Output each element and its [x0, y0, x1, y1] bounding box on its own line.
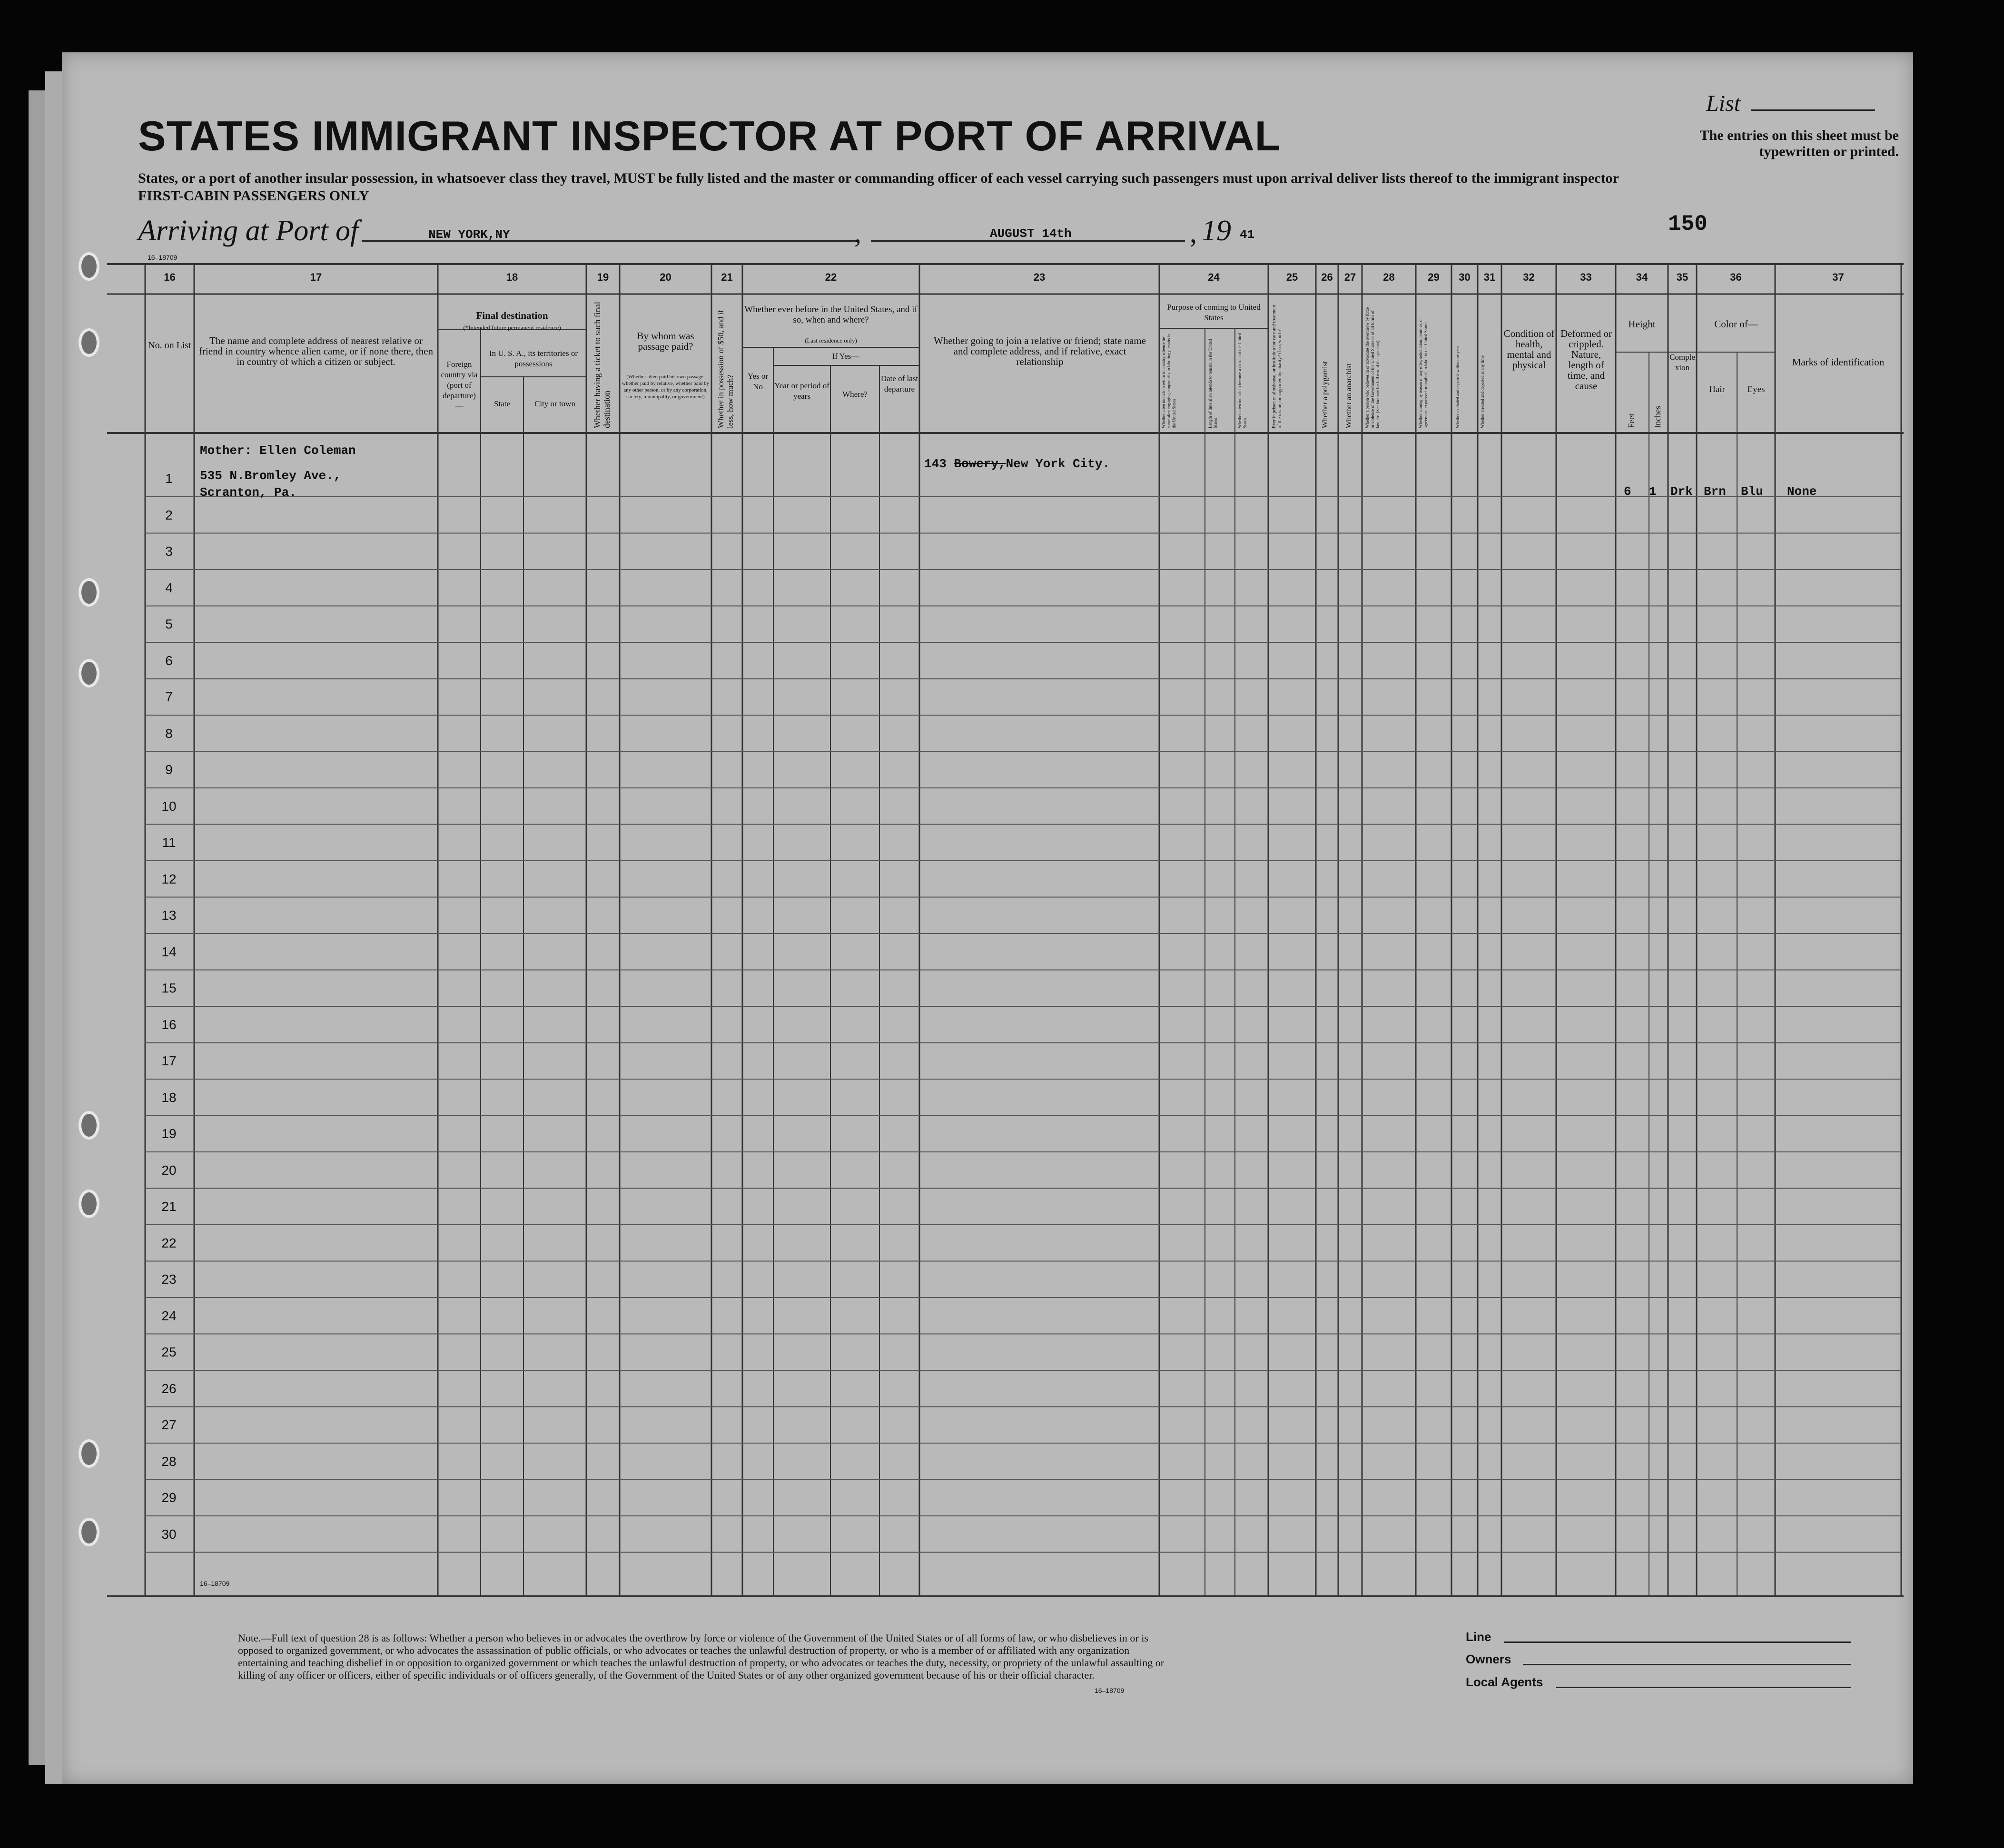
- header-no-on-list: No. on List: [148, 340, 191, 351]
- column-number-28: 28: [1383, 271, 1395, 283]
- row-number: 24: [161, 1308, 177, 1323]
- form-code-footnote: 16–18709: [1095, 1687, 1125, 1694]
- row-number: 27: [161, 1417, 177, 1432]
- header-deformed: Deformed or crippled. Nature, length of time, and cause: [1560, 328, 1612, 392]
- row-number: 14: [161, 944, 177, 959]
- form-code-bottom: 16–18709: [200, 1580, 230, 1587]
- header-year-period: Year or period of years: [774, 381, 829, 401]
- column-number-33: 33: [1580, 271, 1592, 283]
- header-inches: Inches: [1653, 406, 1662, 428]
- entry-joining-struck: Bowery,: [954, 457, 1006, 471]
- column-number-31: 31: [1483, 271, 1496, 283]
- separator-comma: ,: [1190, 217, 1197, 248]
- local-agents-label: Local Agents: [1466, 1675, 1543, 1689]
- line-field: [1504, 1642, 1851, 1643]
- passenger-class: FIRST-CABIN PASSENGERS ONLY: [138, 188, 369, 204]
- separator-comma: ,: [854, 217, 861, 248]
- arriving-label: Arriving at Port of: [138, 215, 359, 247]
- row-number: 16: [161, 1017, 177, 1032]
- row-number: 25: [161, 1345, 177, 1359]
- form-instructions: States, or a port of another insular possession, in whatsoever class they travel, MUST be fully listed and the master or commanding officer of each vessel carrying such passengers must upon arrival deliver lists thereof to the immigrant inspector: [138, 170, 1619, 186]
- row-number: 28: [161, 1454, 177, 1469]
- row-number: 9: [165, 762, 173, 777]
- local-agents-field: [1556, 1687, 1851, 1688]
- header-nearest-relative: The name and complete address of nearest relative or friend in country whence alien came, or if none there, then in country of which a citizen or subject.: [198, 335, 434, 367]
- column-number-20: 20: [660, 271, 671, 283]
- header-date-last-departure: Date of last departure: [880, 374, 918, 393]
- row-number: 8: [165, 726, 173, 741]
- line-label: Line: [1466, 1630, 1491, 1644]
- header-purpose-citizen: Whether alien intends to become a citizen of the United States: [1237, 333, 1247, 428]
- year-prefix: 19: [1202, 215, 1231, 247]
- column-number-24: 24: [1208, 271, 1220, 283]
- header-city-or-town: City or town: [534, 399, 575, 408]
- header-purpose: Purpose of coming to United States: [1167, 303, 1261, 322]
- column-number-16: 16: [164, 271, 176, 283]
- column-number-19: 19: [597, 271, 609, 283]
- column-number-35: 35: [1676, 271, 1688, 283]
- header-going-to-join: Whether going to join a relative or friend; state name and complete address, and if relative, exact relationship: [933, 335, 1146, 367]
- column-number-23: 23: [1033, 271, 1046, 283]
- footnote-question-28: Note.—Full text of question 28 is as follows: Whether a person who believes in or advocates the overthrow by force or violence of the Government of the United States or of all forms of law, or who disbelieves in or is opposed to organized government, or who advocates the assassination of public officials, or who advocates or teaches the unlawful destruction of property, or who is a member of or affiliated with any organization entertaining and teaching disbelief in or opposition to organized government or which teaches the unlawful destruction of property, or who advocates or teaches the duty, necessity, or propriety of the unlawful assaulting or killing of any officer or officers, either of specific individuals or of officers generally, of the Government of the United States or of any other organized government because of his or their official character.: [238, 1632, 1165, 1681]
- column-number-36: 36: [1730, 271, 1742, 283]
- entry-eyes: Blu: [1741, 484, 1763, 499]
- header-health: Condition of health, mental and physical: [1503, 328, 1555, 371]
- row-number: 3: [165, 544, 173, 559]
- row-number: 22: [161, 1235, 177, 1250]
- form-code-top: 16–18709: [148, 254, 178, 261]
- entry-relative-address: 535 N.Bromley Ave.,: [200, 469, 341, 483]
- header-foreign-country: Foreign country via (port of departure)—: [441, 360, 478, 411]
- entry-relative-city: Scranton, Pa.: [200, 485, 296, 500]
- owners-label: Owners: [1466, 1652, 1511, 1666]
- form-title: STATES IMMIGRANT INSPECTOR AT PORT OF ARRIVAL: [138, 112, 1281, 159]
- entry-relative-name: Mother: Ellen Coleman: [200, 443, 356, 458]
- header-passage-paid-note: (Whether alien paid his own passage, whether paid by relative, whether paid by any other person, or by any corporation, society, municipality, or government): [622, 374, 709, 400]
- column-number-29: 29: [1428, 271, 1440, 283]
- header-labor-offer: Whether coming by reason of any offer, solicitation, promise, or agreement, expressed or implied, to labor in the United States: [1418, 318, 1428, 428]
- row-number: 20: [161, 1162, 177, 1178]
- column-number-27: 27: [1344, 271, 1356, 283]
- header-excluded: Whether excluded and deported within one year: [1455, 346, 1460, 428]
- entry-height-inches: 1: [1649, 484, 1657, 499]
- header-passage-paid: By whom was passage paid?: [637, 330, 694, 352]
- typed-entries-note: The entries on this sheet must be typewritten or printed.: [1699, 128, 1899, 159]
- header-feet: Feet: [1627, 413, 1636, 428]
- header-ever-before: Whether ever before in the United States, and if so, when and where?: [744, 305, 918, 325]
- list-label: List: [1706, 91, 1741, 116]
- header-in-usa: In U. S. A., its territories or possessions: [489, 349, 578, 368]
- entry-marks: None: [1787, 484, 1817, 499]
- header-ticket: Whether having a ticket to such final destination: [592, 302, 612, 428]
- owners-field: [1523, 1664, 1851, 1665]
- row-number: 4: [165, 580, 173, 595]
- entry-complexion: Drk: [1670, 484, 1693, 499]
- column-number-21: 21: [721, 271, 733, 283]
- header-arrested: Whether arrested and deported at any time: [1480, 355, 1485, 428]
- column-number-34: 34: [1636, 271, 1648, 283]
- entry-height-feet: 6: [1624, 484, 1631, 499]
- row-number: 30: [161, 1526, 177, 1542]
- header-question-28: Whether a person who believes in or advocates the overthrow by force or violence of the Government of the United States or of all forms of law, etc. (See footnote for full text of this question): [1365, 307, 1380, 428]
- row-number: 23: [161, 1272, 177, 1287]
- header-if-yes: If Yes—: [832, 352, 859, 361]
- column-number-25: 25: [1286, 271, 1298, 283]
- header-eyes: Eyes: [1747, 384, 1765, 394]
- sheet-number: 150: [1668, 212, 1708, 236]
- column-number-30: 30: [1459, 271, 1471, 283]
- entry-joining-city: New York City.: [1006, 457, 1110, 471]
- port-value: NEW YORK,NY: [428, 227, 510, 242]
- row-number: 1: [165, 471, 173, 486]
- header-marks: Marks of identification: [1792, 356, 1885, 368]
- column-number-26: 26: [1321, 271, 1333, 283]
- header-prison: Ever in prison or almshouse, or institution for care and treatment of the insane, or supported by charity? If so, which?: [1272, 305, 1283, 428]
- header-complexion: Complexion: [1669, 353, 1695, 372]
- row-number: 2: [165, 507, 173, 522]
- column-number-17: 17: [310, 271, 322, 283]
- year-suffix: 41: [1240, 227, 1255, 242]
- row-number: 6: [165, 653, 173, 668]
- entry-joining-number: 143: [924, 457, 947, 471]
- row-number: 5: [165, 617, 173, 631]
- header-yes-or-no: Yes or No: [747, 372, 769, 391]
- header-purpose-return: Whether alien intends to return to country whence he came after engaging temporarily in laboring pursuits in the United States: [1161, 334, 1176, 428]
- header-height: Height: [1628, 318, 1656, 330]
- row-number: 18: [161, 1090, 177, 1105]
- header-hair: Hair: [1709, 384, 1725, 394]
- column-number-32: 32: [1523, 271, 1535, 283]
- header-final-destination-note: (*Intended future permanent residence): [463, 324, 561, 331]
- header-polygamist: Whether a polygamist: [1321, 361, 1329, 428]
- column-number-18: 18: [506, 271, 518, 283]
- header-state: State: [494, 399, 510, 408]
- column-number-22: 22: [825, 271, 837, 283]
- row-number: 19: [161, 1126, 177, 1141]
- row-number: 12: [161, 871, 177, 886]
- header-possession-50: Whether in possession of $50, and if less, how much?: [716, 310, 735, 428]
- row-number: 26: [161, 1381, 177, 1396]
- row-number: 21: [161, 1199, 177, 1214]
- row-number: 13: [161, 908, 177, 923]
- entry-hair: Brn: [1704, 484, 1726, 499]
- row-number: 29: [161, 1490, 177, 1505]
- row-number: 17: [161, 1053, 177, 1068]
- header-where: Where?: [842, 390, 868, 399]
- entry-joining-address: [924, 457, 1110, 471]
- row-number: 15: [161, 981, 177, 995]
- header-anarchist: Whether an anarchist: [1345, 364, 1353, 428]
- header-purpose-length: Length of time alien intends to remain in the United States: [1208, 339, 1218, 428]
- row-number: 11: [162, 835, 176, 850]
- date-value: AUGUST 14th: [990, 226, 1072, 241]
- header-color-of: Color of—: [1714, 318, 1758, 330]
- header-ever-before-note: (Last residence only): [805, 337, 857, 344]
- header-final-destination: Final destination: [476, 310, 548, 321]
- row-number: 10: [161, 798, 177, 814]
- column-number-37: 37: [1832, 271, 1844, 283]
- row-number: 7: [165, 689, 173, 704]
